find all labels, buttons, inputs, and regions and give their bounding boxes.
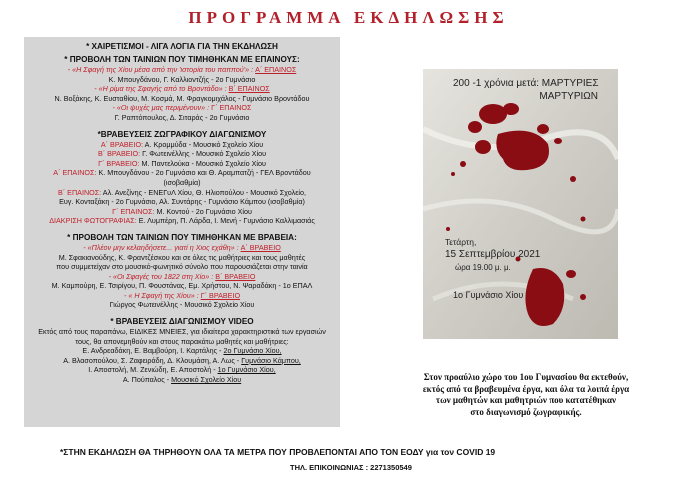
program-line: Κ. Μπουγδάνου, Γ. Καλλιοντζής - 2ο Γυμνάσιο [108,74,256,84]
program-line: Ε. Ανδρεαδάκη, Ε. Βαμβούρη, Ι. Καρτάλης - 2ο Γυμνάσιο Χίου, [82,346,282,356]
description-line: των μαθητών και μαθητριών που κατατέθηκαν [435,395,617,405]
program-line: τους, θα απονεμηθούν και στους παρακάτω μαθητές και μαθήτριες: [75,336,289,346]
poster-title-2: ΜΑΡΤΥΡΙΩΝ [539,91,598,102]
description-line: εκτός από τα βραβευμένα έργα, και όλα τα λοιπά έργα [422,383,630,394]
program-line: Εκτός από τους παραπάνω, ΕΙΔΙΚΕΣ ΜΝΕΙΕΣ, για ιδιαίτερα χαρακτηριστικά των εργασιών [38,327,326,337]
covid-notice: *ΣΤΗΝ ΕΚΔΗΛΩΣΗ ΘΑ ΤΗΡΗΘΟΥΝ ΟΛΑ ΤΑ ΜΕΤΡΑ ΠΟΥ ΠΡΟΒΛΕΠΟΝΤΑΙ ΑΠΟ ΤΟΝ ΕΟΔΥ για τον COVID 19 [60,447,496,457]
program-line: - «Οι ψυχές μας περιμένουν» : Γ΄ ΕΠΑΙΝΟΣ [112,103,252,113]
poster-time: ώρα 19.00 μ. μ. [455,263,511,272]
description-line: στο διαγωνισμό ζωγραφικής. [470,406,582,417]
program-line: Μ. Καμπούρη, Ε. Τσιρίγου, Π. Φουστάνας, Εμ. Χρήστου, Ν. Ψαραδάκη - 1ο ΕΠΑΛ [51,281,313,291]
program-line: Β΄ ΕΠΑΙΝΟΣ: Αλ. Ανεζίνης - ΕΝΕΓυΛ Χίου, Θ. Ηλιοπούλου - Μουσικό Σχολείο, [58,187,306,197]
program-line: Ευγ. Κονταξάκη - 2ο Γυμνάσιο, Αλ. Συντάρης - Γυμνάσιο Κάμπου (ισοβαθμία) [59,197,305,207]
program-line: Α. Πούπαλος - Μουσικό Σχολείο Χίου [122,375,242,385]
section-heading-painting-awards: *ΒΡΑΒΕΥΣΕΙΣ ΖΩΓΡΑΦΙΚΟΥ ΔΙΑΓΩΝΙΣΜΟΥ [97,129,267,139]
page-title: ΠΡΟΓΡΑΜΜΑ ΕΚΔΗΛΩΣΗΣ [188,8,509,27]
program-line: (ισοβαθμία) [163,177,201,187]
program-line: - «Η Σφαγή της Χίου μέσα από την 'ιστορία του παππού'» : Α΄ ΕΠΑΙΝΟΣ [67,65,297,74]
program-line: - « Η Σφαγή της Χίου» : Γ΄ ΒΡΑΒΕΙΟ [123,290,241,300]
program-line: που συμμετείχαν στο μουσικό-φωνητικό σύνολο που παρουσιάζεται στην ταινία [56,262,308,272]
poster-title: 200 -1 χρόνια μετά: ΜΑΡΤΥΡΙΕΣ [453,78,599,89]
program-line: Α. Βλασοπούλου, Σ. Ζαφειράδη, Δ. Κλουμάση, Α. Λως - Γυμνάσιο Κάμπου, [63,355,301,365]
poster-venue: 1ο Γυμνάσιο Χίου [453,290,524,300]
program-line: Ι. Αποστολή, Μ. Ζενιώδη, Ε. Αποστολή - 1ο Γυμνάσιο Χίου, [88,365,276,375]
exhibition-description [380,372,672,418]
program-line: ΔΙΑΚΡΙΣΗ ΦΩΤΟΓΡΑΦΙΑΣ: Ε. Λυμπέρη, Π. Λάρδα, Ι. Μενή - Γυμνάσιο Καλλιμασιάς [49,216,315,226]
section-heading-video-awards: * ΒΡΑΒΕΥΣΕΙΣ ΔΙΑΓΩΝΙΣΜΟΥ VIDEO [110,317,254,327]
program-line: Ν. Βοξάκης, Κ. Ευσταθίου, Μ. Κοσμά, Μ. Φραγκομιχάλος - Γυμνάσιο Βροντάδου [54,93,310,103]
program-line: - «Η ρίμα της Σφαγής από το Βροντάδο» : Β΄ ΕΠΑΙΝΟΣ [94,84,270,94]
section-heading-films-awards: * ΠΡΟΒΟΛΗ ΤΩΝ ΤΑΙΝΙΩΝ ΠΟΥ ΤΙΜΗΘΗΚΑΝ ΜΕ ΒΡΑΒΕΙΑ: [67,232,297,242]
program-line: Β΄ ΒΡΑΒΕΙΟ: Γ. Φωτεινέλλης - Μουσικό Σχολείο Χίου [97,149,267,159]
poster-day: Τετάρτη, [445,237,477,247]
program-line: Γιώργος Φωτεινέλλης - Μουσικό Σχολείο Χίου [109,300,255,310]
section-heading-films-honors: * ΠΡΟΒΟΛΗ ΤΩΝ ΤΑΙΝΙΩΝ ΠΟΥ ΤΙΜΗΘΗΚΑΝ ΜΕ ΕΠΑΙΝΟΥΣ: [64,55,300,64]
program-panel [24,37,340,427]
program-line: Μ. Σφακιανούδης, Κ. Φραντζέσκου και σε όλες τις μαθήτριες και τους μαθητές [58,252,306,262]
poster-date: 15 Σεπτεμβρίου 2021 [445,249,541,260]
event-poster [423,69,618,339]
program-line: Γ΄ ΕΠΑΙΝΟΣ: Μ. Κοντού - 2ο Γυμνάσιο Χίου [112,206,252,216]
program-line: Γ΄ ΒΡΑΒΕΙΟ: Μ. Παντελούκα - Μουσικό Σχολείο Χίου [98,158,266,168]
contact-phone: ΤΗΛ. ΕΠΙΚΟΙΝΩΝΙΑΣ : 2271350549 [290,463,412,472]
description-line: Στον προαύλιο χώρο του 1ου Γυμνασίου θα εκτεθούν, [423,372,629,382]
program-line: Α΄ ΕΠΑΙΝΟΣ: Κ. Μπουγδάνου - 2ο Γυμνάσιο και Θ. Αραμπατζή - ΓΕΛ Βροντάδου [53,168,311,178]
program-line: Α΄ ΒΡΑΒΕΙΟ: Α. Κρομμύδα - Μουσικό Σχολείο Χίου [100,139,264,149]
program-line: - «Πλέον μην κελαηδήσετε... γιατί η Χιος εχάθη» : Α΄ ΒΡΑΒΕΙΟ [83,242,281,252]
program-line: * ΧΑΙΡΕΤΙΣΜΟΙ - ΛΙΓΑ ΛΟΓΙΑ ΓΙΑ ΤΗΝ ΕΚΔΗΛΩΣΗ [86,42,278,51]
program-line: - «Οι Σφαγές του 1822 στη Χίο» : Β΄ ΒΡΑΒΕΙΟ [108,271,256,281]
program-line: Γ. Ραπτόπουλος, Δ. Σιταράς - 2ο Γυμνάσιο [114,112,250,122]
